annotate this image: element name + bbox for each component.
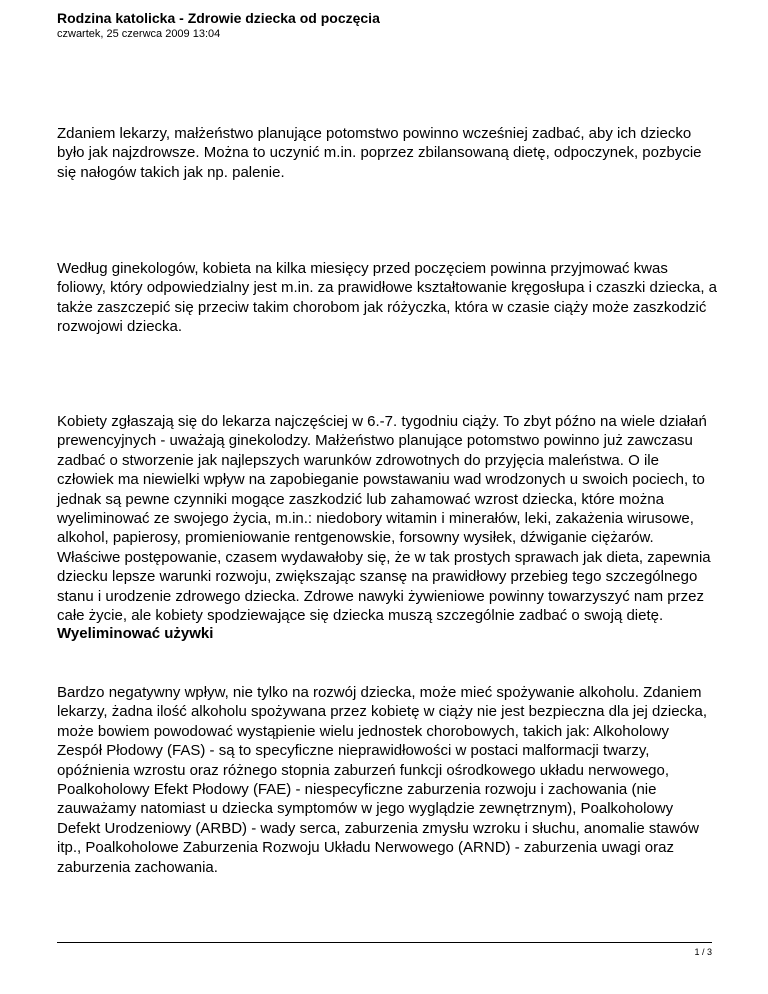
- document-title: Rodzina katolicka - Zdrowie dziecka od poczęcia: [57, 10, 380, 26]
- paragraph-prevention: Kobiety zgłaszają się do lekarza najczęściej w 6.-7. tygodniu ciąży. To zbyt późno na wiele działań prewencyjnych - uważają ginekolodzy. Małżeństwo planujące potomstwo powinno już zawczasu zadbać o stworzenie jak najlepszych warunków zdrowotnych do przyjęcia maleństwa. O ile człowiek ma niewielki wpływ na zapobieganie powstawaniu wad wrodzonych u swoich pociech, to jednak są pewne czynniki mogące zaszkodzić lub zahamować wzrost dziecka, które można wyeliminować ze swojego życia, m.in.: niedobory witamin i minerałów, leki, zakażenia wirusowe, alkohol, papierosy, promieniowanie rentgenowskie, forsowny wysiłek, dźwiganie ciężarów. Właściwe postępowanie, czasem wydawałoby się, że w tak prostych sprawach jak dieta, zapewnia dziecku lepsze warunki rozwoju, zwiększając szansę na prawidłowy przebieg tego szczególnego stanu i urodzenie zdrowego dziecka. Zdrowe nawyki żywieniowe powinny towarzyszyć nam przez całe życie, ale kobiety spodziewające się dziecka muszą szczególnie zadbać o swoją dietę.: [57, 413, 711, 625]
- paragraph-preconception-advice: Zdaniem lekarzy, małżeństwo planujące potomstwo powinno wcześniej zadbać, aby ich dziecko było jak najzdrowsze. Można to uczynić m.in. poprzez zbilansowaną dietę, odpoczynek, pozbycie się nałogów takich jak np. palenie.: [57, 125, 702, 181]
- section-heading: Wyeliminować używki: [57, 625, 214, 642]
- document-header: [57, 10, 380, 41]
- paragraph-alcohol: Bardzo negatywny wpływ, nie tylko na rozwój dziecka, może mieć spożywanie alkoholu. Zdaniem lekarzy, żadna ilość alkoholu spożywana przez kobietę w ciąży nie jest bezpieczna dla jej dziecka, może bowiem powodować wystąpienie wielu jednostek chorobowych, takich jak: Alkoholowy Zespół Płodowy (FAS) - są to specyficzne nieprawidłowości w postaci malformacji twarzy, opóźnienia wzrostu oraz różnego stopnia zaburzeń funkcji ośrodkowego układu nerwowego, Poalkoholowy Efekt Płodowy (FAE) - niespecyficzne zaburzenia rozwoju i zachowania (nie zauważamy natomiast u dziecka symptomów w jego wyglądzie zewnętrznym), Poalkoholowy Defekt Urodzeniowy (ARBD) - wady serca, zaburzenia zmysłu wzroku i słuchu, anomalie stawów itp., Poalkoholowe Zaburzenia Rozwoju Układu Nerwowego (ARND) - zaburzenia uwagi oraz zaburzenia zachowania.: [57, 684, 708, 876]
- footer-divider: [57, 942, 712, 943]
- paragraph-gynecologists: Według ginekologów, kobieta na kilka miesięcy przed poczęciem powinna przyjmować kwas foliowy, który odpowiedzialny jest m.in. za prawidłowe kształtowanie kręgosłupa i czaszki dziecka, a także zaszczepić się przeciw takim chorobom jak różyczka, która w czasie ciąży może zaszkodzić rozwojowi dziecka.: [57, 260, 718, 336]
- document-date: czwartek, 25 czerwca 2009 13:04: [57, 28, 221, 40]
- page-number: 1 / 3: [694, 947, 712, 957]
